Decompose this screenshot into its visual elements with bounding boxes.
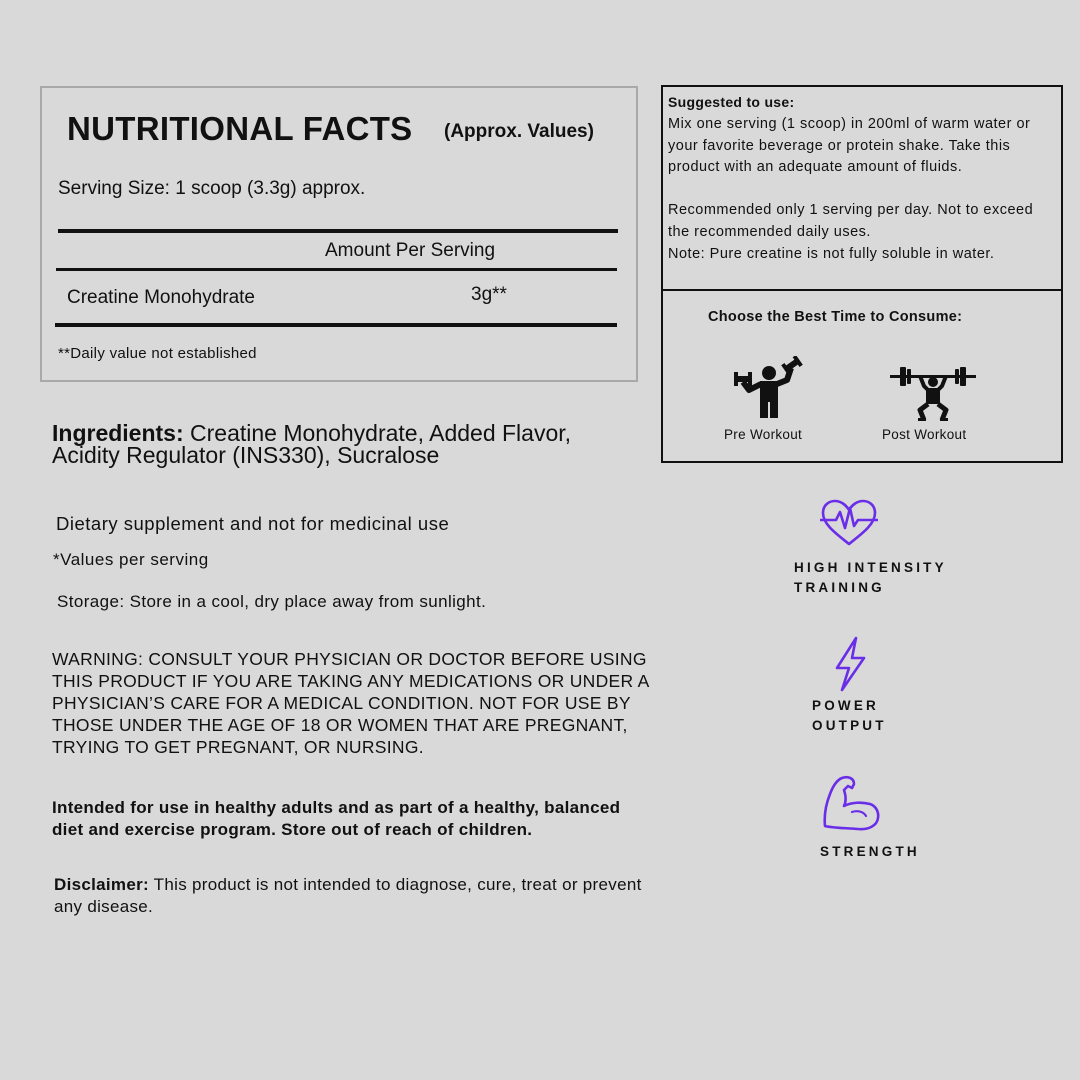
serving-size: Serving Size: 1 scoop (3.3g) approx. <box>58 178 366 199</box>
nutrition-divider-bottom <box>55 323 617 327</box>
intended-use-text: Intended for use in healthy adults and as part of a healthy, balanced diet and exercise program. Store out of reach of children. <box>52 798 621 839</box>
warning-text: WARNING: CONSULT YOUR PHYSICIAN OR DOCTOR BEFORE USING THIS PRODUCT IF YOU ARE TAKING ANY MEDICATIONS OR UNDER A PHYSICIAN’S CARE FOR A MEDICAL CONDITION. NOT FOR USE BY THOSE UNDER THE AGE OF 18 OR WOMEN THAT ARE PREGNANT, TRYING TO GET PREGNANT, OR NURSING. <box>52 649 649 757</box>
consume-time-title: Choose the Best Time to Consume: <box>708 309 963 325</box>
heart-pulse-icon <box>818 498 880 548</box>
suggested-use-paragraph-2: Recommended only 1 serving per day. Not to exceed the recommended daily uses. <box>668 202 1034 240</box>
ingredients-text: Creatine Monohydrate, Added Flavor, Acidity Regulator (INS330), Sucralose <box>52 420 572 468</box>
amount-per-serving-header: Amount Per Serving <box>325 240 496 261</box>
suggested-use-paragraph-1: Mix one serving (1 scoop) in 200ml of warm water or your favorite beverage or protein shake. Take this product with an adequate amount of fluids. <box>668 116 1031 176</box>
feature-label-line: TRAINING <box>794 580 885 595</box>
values-per-serving-note: *Values per serving <box>53 550 209 569</box>
lightning-bolt-icon <box>832 636 868 692</box>
feature-label-line: HIGH INTENSITY <box>794 560 947 575</box>
nutrition-title: NUTRITIONAL FACTS <box>67 110 413 147</box>
nutrition-footnote: **Daily value not established <box>58 345 257 362</box>
nutrient-amount: 3g** <box>471 284 507 305</box>
feature-label-line: POWER <box>812 698 880 713</box>
feature-high-intensity-training <box>794 558 947 598</box>
nutrition-divider-top <box>58 229 618 233</box>
suggested-use-divider <box>661 289 1063 291</box>
pre-workout-label: Pre Workout <box>724 427 803 442</box>
barbell-squat-icon <box>890 362 976 422</box>
suggested-use-title: Suggested to use: <box>668 94 795 110</box>
nutrition-divider-middle <box>56 268 617 271</box>
paragraph-spacer <box>668 179 1056 201</box>
disclaimer-text: This product is not intended to diagnose, cure, treat or prevent any disease. <box>54 875 642 916</box>
disclaimer <box>54 874 654 918</box>
suggested-use-text <box>668 114 1056 265</box>
feature-power-output <box>812 696 887 736</box>
feature-strength: STRENGTH <box>820 844 920 859</box>
storage-note: Storage: Store in a cool, dry place away from sunlight. <box>57 592 487 611</box>
nutrition-approx-note: (Approx. Values) <box>444 121 594 142</box>
post-workout-label: Post Workout <box>882 427 967 442</box>
dietary-note: Dietary supplement and not for medicinal use <box>56 513 450 534</box>
ingredients <box>52 422 612 466</box>
ingredients-label: Ingredients: <box>52 420 184 446</box>
dumbbell-person-icon <box>733 356 803 420</box>
flexed-arm-icon <box>822 774 880 832</box>
disclaimer-label: Disclaimer: <box>54 875 149 894</box>
suggested-use-paragraph-3: Note: Pure creatine is not fully soluble in water. <box>668 245 995 262</box>
feature-label-line: OUTPUT <box>812 718 887 733</box>
nutrient-name: Creatine Monohydrate <box>67 287 255 308</box>
